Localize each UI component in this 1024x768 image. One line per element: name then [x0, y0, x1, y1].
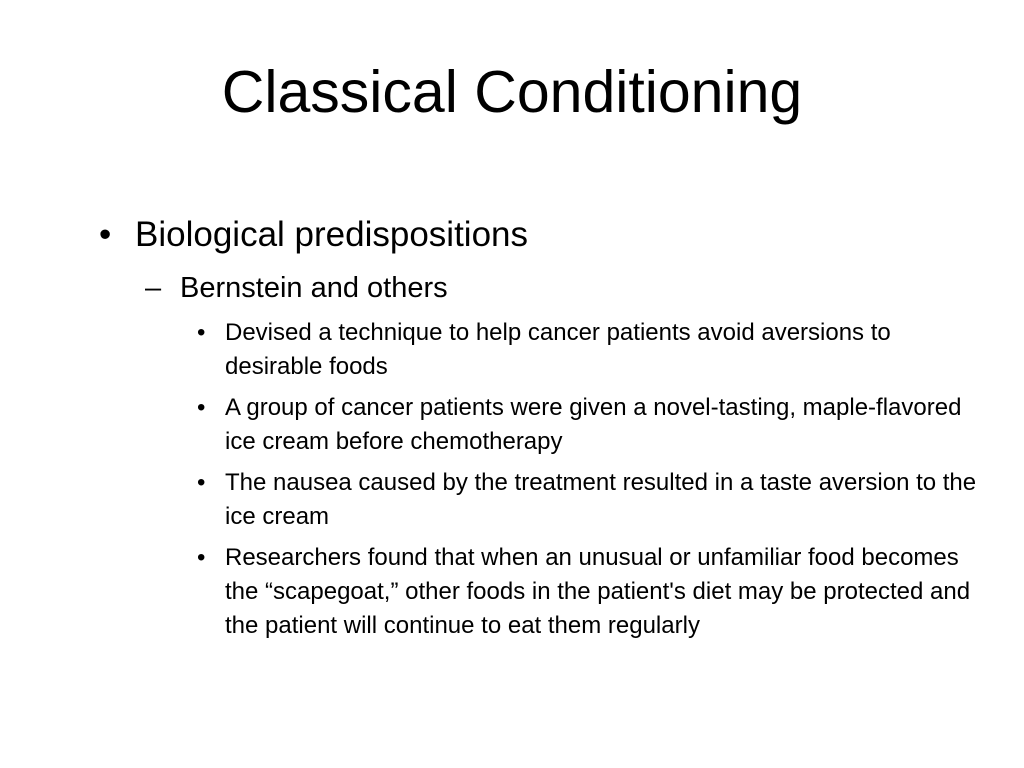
slide-title: Classical Conditioning: [221, 59, 803, 125]
bullet-level2-text: Bernstein and others: [180, 272, 448, 304]
bullet-icon: •: [197, 319, 206, 346]
list-item-text: A group of cancer patients were given a novel-tasting, maple-flavored ice cream before chemotherapy: [225, 394, 962, 455]
list-item: [197, 541, 987, 643]
list-item-text: The nausea caused by the treatment resulted in a taste aversion to the ice cream: [225, 469, 977, 530]
bullet-icon: •: [99, 215, 112, 254]
list-item-text: Researchers found that when an unusual or unfamiliar food becomes the “scapegoat,” other foods in the patient's diet may be protected and the patient will continue to eat them regularly: [225, 544, 971, 639]
list-item: [197, 316, 987, 384]
list-item-text: Devised a technique to help cancer patients avoid aversions to desirable foods: [225, 319, 891, 380]
bullet-icon: •: [197, 544, 206, 571]
bullet-icon: •: [197, 469, 206, 496]
dash-icon: –: [145, 272, 162, 304]
list-item: [197, 466, 987, 534]
bullet-level1-text: Biological predispositions: [135, 215, 528, 254]
bullet-level3-list: [197, 316, 987, 650]
bullet-icon: •: [197, 394, 206, 421]
list-item: [197, 391, 987, 459]
